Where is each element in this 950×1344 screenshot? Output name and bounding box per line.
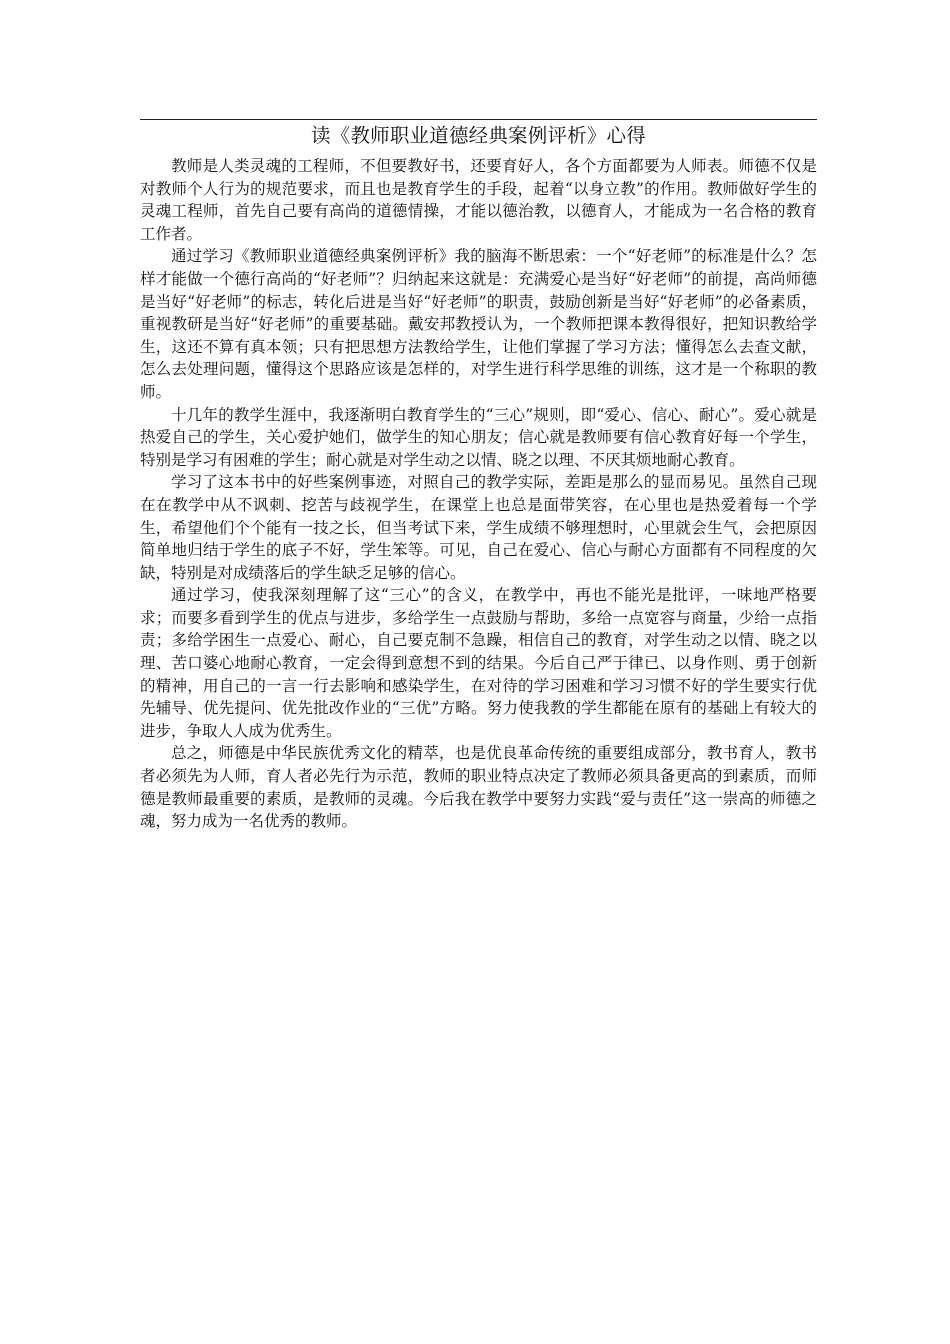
- paragraph-5: 通过学习，使我深刻理解了这“三心”的含义，在教学中，再也不能光是批评，一味地严格要求；而要多看到学生的优点与进步，多给学生一点鼓励与帮助，多给一点宽容与商量，少给一点指责；多给学困生一点爱心、耐心，自己要克制不急躁，相信自己的教育，对学生动之以情、晓之以理、苦口婆心地耐心教育，一定会得到意想不到的结果。今后自己严于律已、以身作则、勇于创新的精神，用自己的一言一行去影响和感染学生，在对待的学习困难和学习习惯不好的学生要实行优先辅导、优先提问、优先批改作业的“三优”方略。努力使我教的学生都能在原有的基础上有较大的进步，争取人人成为优秀生。: [140, 586, 817, 740]
- paragraph-1: 教师是人类灵魂的工程师，不但要教好书，还要育好人，各个方面都要为人师表。师德不仅是对教师个人行为的规范要求，而且也是教育学生的手段，起着“以身立教”的作用。教师做好学生的灵魂工程师，首先自己要有高尚的道德情操，才能以德治教，以德育人，才能成为一名合格的教育工作者。: [140, 157, 817, 243]
- paragraph-2: 通过学习《教师职业道德经典案例评析》我的脑海不断思索：一个“好老师”的标准是什么？怎样才能做一个德行高尚的“好老师”？归纳起来这就是：充满爱心是当好“好老师”的前提，高尚师德是当好“好老师”的标志，转化后进是当好“好老师”的职责，鼓励创新是当好“好老师”的必备素质，重视教研是当好“好老师”的重要基础。戴安邦教授认为，一个教师把课本教得很好，把知识教给学生，这还不算有真本领；只有把思想方法教给学生，让他们掌握了学习方法；懂得怎么去查文献，怎么去处理问题，懂得这个思路应该是怎样的，对学生进行科学思维的训练，这才是一个称职的教师。: [140, 247, 817, 401]
- paragraph-6: 总之，师德是中华民族优秀文化的精萃，也是优良革命传统的重要组成部分，教书育人，教书者必须先为人师，育人者必先行为示范，教师的职业特点决定了教师必须具备更高的到素质，而师德是教师最重要的素质，是教师的灵魂。今后我在教学中要努力实践“爱与责任”这一崇高的师德之魂，努力成为一名优秀的教师。: [140, 744, 817, 831]
- header-rule: [140, 119, 817, 120]
- paragraph-3: 十几年的教学生涯中，我逐渐明白教育学生的“三心”规则，即“爱心、信心、耐心”。爱心就是热爱自己的学生，关心爱护她们，做学生的知心朋友；信心就是教师要有信心教育好每一个学生，特别是学习有困难的学生；耐心就是对学生动之以情、晓之以理、不厌其烦地耐心教育。: [140, 405, 817, 469]
- document-body: [140, 155, 817, 833]
- paragraph-4: 学习了这本书中的好些案例事迹，对照自己的教学实际，差距是那么的显而易见。虽然自己现在在教学中从不讽刺、挖苦与歧视学生，在课堂上也总是面带笑容，在心里也是热爱着每一个学生，希望他们个个能有一技之长，但当考试下来，学生成绩不够理想时，心里就会生气，会把原因简单地归结于学生的底子不好，学生笨等。可见，自己在爱心、信心与耐心方面都有不同程度的欠缺，特别是对成绩落后的学生缺乏足够的信心。: [140, 473, 817, 582]
- document-title: 读《教师职业道德经典案例评析》心得: [311, 124, 646, 147]
